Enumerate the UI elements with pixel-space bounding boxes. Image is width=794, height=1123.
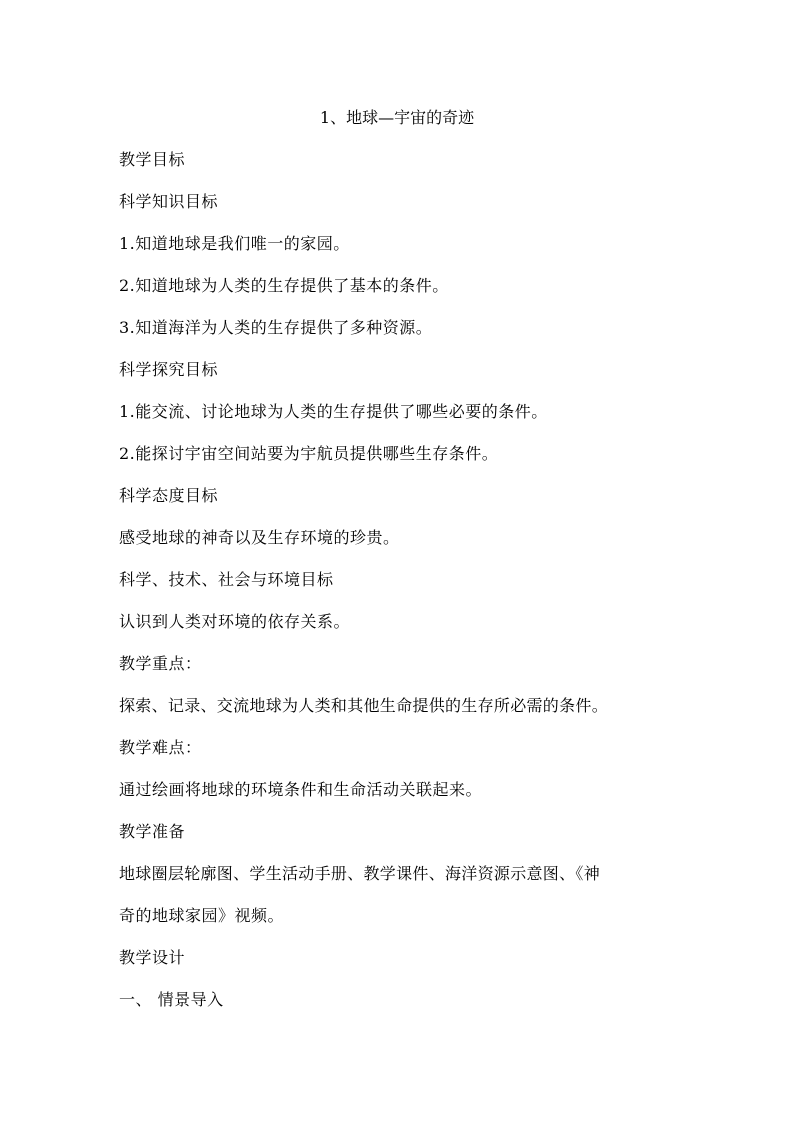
heading-teaching-objectives: 教学目标: [119, 150, 186, 169]
stse-text: 认识到人类对环境的依存关系。: [119, 612, 351, 631]
knowledge-item-2: 2.知道地球为人类的生存提供了基本的条件。: [119, 276, 449, 295]
key-points-text: 探索、记录、交流地球为人类和其他生命提供的生存所必需的条件。: [119, 696, 609, 715]
knowledge-item-3: 3.知道海洋为人类的生存提供了多种资源。: [119, 318, 433, 337]
inquiry-item-1: 1.能交流、讨论地球为人类的生存提供了哪些必要的条件。: [119, 402, 548, 421]
subheading-stse: 科学、技术、社会与环境目标: [119, 570, 334, 589]
subheading-science-attitude: 科学态度目标: [119, 486, 219, 505]
knowledge-item-1: 1.知道地球是我们唯一的家园。: [119, 234, 350, 253]
inquiry-item-2: 2.能探讨宇宙空间站要为宇航员提供哪些生存条件。: [119, 444, 499, 463]
document-title: 1、地球—宇宙的奇迹: [319, 108, 475, 127]
subheading-science-inquiry: 科学探究目标: [119, 360, 219, 379]
preparation-text-line-2: 奇的地球家园》视频。: [119, 906, 285, 925]
heading-preparation: 教学准备: [119, 822, 186, 841]
subheading-science-knowledge: 科学知识目标: [119, 192, 219, 211]
section-scenario-intro: 一、 情景导入: [119, 990, 224, 1009]
difficulties-text: 通过绘画将地球的环境条件和生命活动关联起来。: [119, 780, 483, 799]
heading-teaching-design: 教学设计: [119, 948, 186, 967]
attitude-text: 感受地球的神奇以及生存环境的珍贵。: [119, 528, 400, 547]
preparation-text-line-1: 地球圈层轮廓图、学生活动手册、教学课件、海洋资源示意图、《神: [119, 864, 601, 883]
heading-key-points: 教学重点：: [119, 654, 202, 673]
heading-difficulties: 教学难点：: [119, 738, 202, 757]
